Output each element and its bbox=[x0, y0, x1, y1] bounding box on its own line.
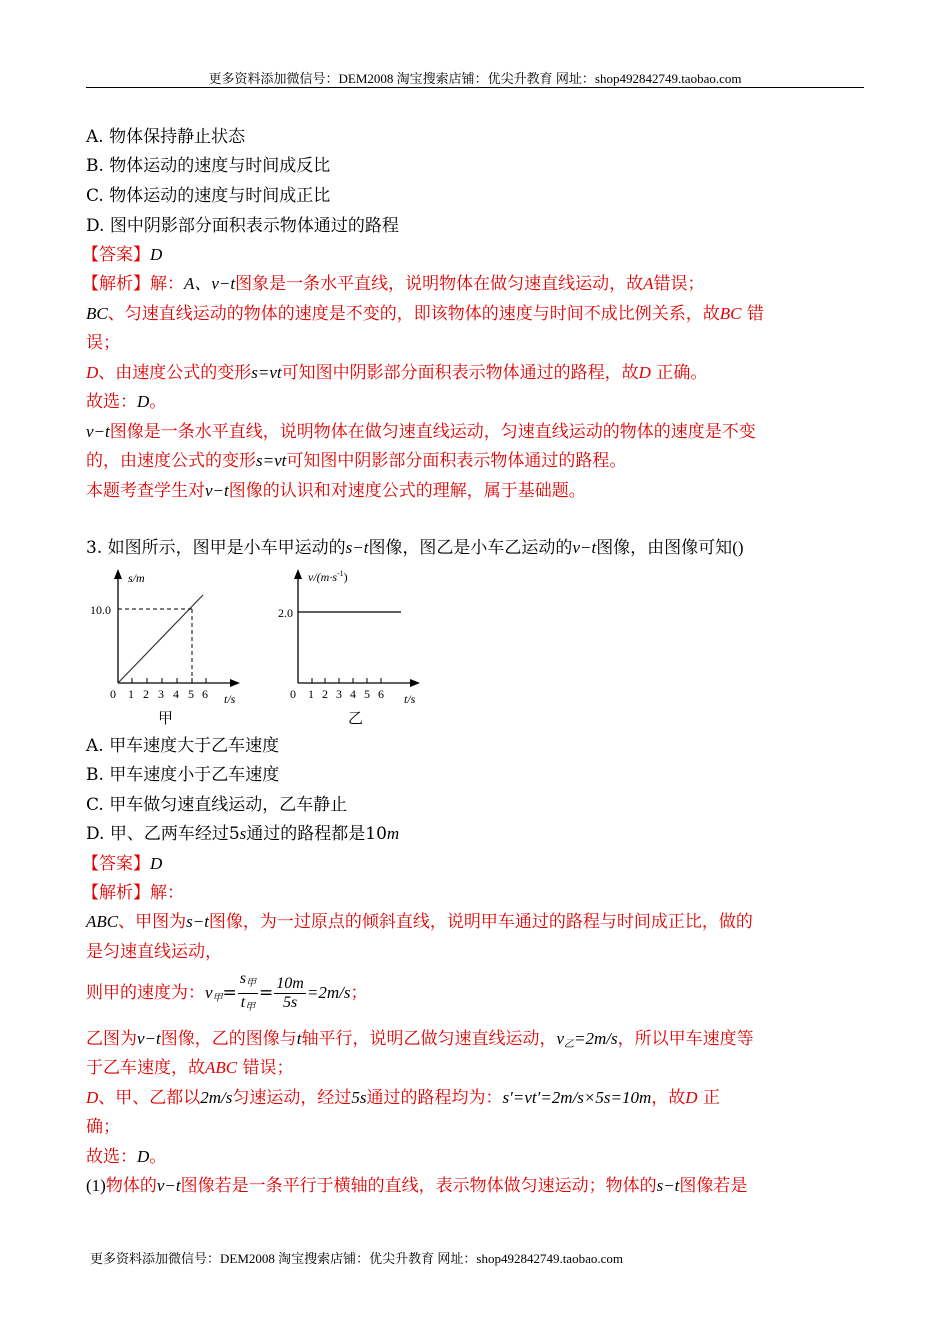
q2-analysis-line-6 bbox=[86, 421, 756, 443]
q3-analysis-line-5 bbox=[86, 1057, 294, 1079]
q2-option-c: C. 物体运动的速度与时间成正比 bbox=[86, 186, 331, 206]
denominator bbox=[238, 994, 258, 1017]
text: 故选： bbox=[86, 392, 137, 412]
text: D. 甲、乙两车经过5 bbox=[86, 824, 240, 844]
q3-analysis-line-1 bbox=[86, 911, 753, 933]
math: D bbox=[137, 392, 150, 411]
x-tick: 5 bbox=[188, 687, 194, 701]
q3-analysis-line-3 bbox=[86, 970, 367, 1019]
q2-analysis-line-8 bbox=[86, 480, 586, 502]
answer-value: D bbox=[150, 245, 163, 264]
answer-value: D bbox=[150, 854, 163, 873]
math: s−t bbox=[656, 1176, 680, 1195]
text: 、甲图为 bbox=[118, 912, 187, 932]
y-axis-label: s/m bbox=[128, 571, 145, 585]
subscript: 甲 bbox=[212, 993, 223, 1004]
math: t bbox=[240, 994, 246, 1011]
text: 可知图中阴影部分面积表示物体通过的路程。 bbox=[286, 451, 627, 471]
text: 解： bbox=[150, 883, 184, 903]
q3-analysis-line-6 bbox=[86, 1087, 720, 1109]
text: 、甲、乙都以 bbox=[98, 1088, 201, 1108]
y-axis-label bbox=[308, 569, 348, 584]
math: A、v−t bbox=[184, 274, 236, 293]
q2-option-b: B. 物体运动的速度与时间成反比 bbox=[86, 156, 331, 176]
math: t bbox=[296, 1029, 302, 1048]
x-tick: 3 bbox=[336, 687, 342, 701]
q3-analysis-line-2: 是匀速直线运动， bbox=[86, 942, 222, 962]
q3-answer bbox=[82, 853, 162, 875]
y-tick-10: 10.0 bbox=[90, 603, 111, 617]
text: 解： bbox=[150, 274, 184, 294]
text: 通过的路程都是10 bbox=[246, 824, 387, 844]
math: s−t bbox=[186, 912, 209, 931]
superscript: -1 bbox=[337, 569, 344, 578]
page-header: 更多资料添加微信号：DEM2008 淘宝搜索店铺：优尖升教育 网址：shop492842749.taobao.com bbox=[208, 71, 742, 86]
x-tick: 6 bbox=[378, 687, 384, 701]
math: D bbox=[685, 1088, 698, 1107]
text: 本题考查学生对 bbox=[86, 481, 205, 501]
fraction bbox=[238, 970, 258, 1017]
text: 物体的 bbox=[105, 1176, 157, 1196]
text: 匀速运动，经过 bbox=[232, 1088, 352, 1108]
q2-option-d: D. 图中阴影部分面积表示物体通过的路程 bbox=[86, 216, 399, 236]
text: 图像的认识和对速度公式的理解，属于基础题。 bbox=[228, 481, 586, 501]
text: 通过的路程均为： bbox=[366, 1088, 503, 1108]
math: 2m/s bbox=[200, 1088, 233, 1107]
text: 正确。 bbox=[656, 363, 708, 383]
q3-analysis-line-8 bbox=[86, 1146, 166, 1168]
math: v bbox=[556, 1029, 565, 1048]
text: 错误； bbox=[653, 274, 705, 294]
text: 可知图中阴影部分面积表示物体通过的路程，故 bbox=[281, 363, 639, 383]
math: D bbox=[638, 363, 651, 382]
x-tick: 3 bbox=[158, 687, 164, 701]
text: 轴平行，说明乙做匀速直线运动， bbox=[301, 1029, 557, 1049]
text: 图像，乙的图像与 bbox=[160, 1029, 297, 1049]
q3-option-c: C. 甲车做匀速直线运动，乙车静止 bbox=[86, 795, 348, 815]
text: 。 bbox=[149, 1147, 167, 1167]
text: 正 bbox=[702, 1088, 720, 1108]
q2-option-a: A. 物体保持静止状态 bbox=[86, 127, 246, 147]
numerator bbox=[238, 970, 258, 994]
math: s=vt bbox=[256, 451, 287, 470]
text: 图象是一条水平直线，说明物体在做匀速直线运动，故 bbox=[235, 274, 644, 294]
math: A bbox=[643, 274, 654, 293]
x-axis-label: t/s bbox=[404, 692, 416, 706]
text: 、由速度公式的变形 bbox=[98, 363, 252, 383]
math: =2m/s bbox=[574, 1029, 618, 1048]
text: 则甲的速度为： bbox=[86, 983, 205, 1003]
math: s bbox=[239, 970, 247, 987]
math: (1) bbox=[86, 1176, 106, 1195]
x-tick: 0 bbox=[290, 687, 296, 701]
denominator: 5s bbox=[282, 994, 298, 1011]
analysis-label: 【解析】 bbox=[82, 274, 150, 294]
q3-analysis-line-0 bbox=[82, 882, 184, 904]
page-footer: 更多资料添加微信号：DEM2008 淘宝搜索店铺：优尖升教育 网址：shop492842749.taobao.com bbox=[90, 1251, 623, 1266]
label: v/(m·s bbox=[308, 570, 337, 584]
q3-stem bbox=[86, 537, 744, 559]
fraction bbox=[274, 975, 306, 1012]
text: 图像，图乙是小车乙运动的 bbox=[368, 538, 573, 558]
text: 的，由速度公式的变形 bbox=[86, 451, 256, 471]
text: 图像，为一过原点的倾斜直线，说明甲车通过的路程与时间成正比，做的 bbox=[208, 912, 753, 932]
q2-answer bbox=[82, 244, 162, 266]
math: BC bbox=[719, 304, 742, 323]
answer-blank: () bbox=[732, 538, 744, 557]
text: ，故 bbox=[651, 1088, 686, 1108]
q2-analysis-line-1 bbox=[82, 273, 705, 295]
answer-label: 【答案】 bbox=[82, 245, 150, 265]
chart-caption: 甲 bbox=[158, 711, 174, 727]
x-tick: 1 bbox=[128, 687, 134, 701]
x-tick: 1 bbox=[308, 687, 314, 701]
q3-option-a: A. 甲车速度大于乙车速度 bbox=[86, 736, 280, 756]
math: v−t bbox=[137, 1029, 161, 1048]
x-axis-label: t/s bbox=[224, 692, 236, 706]
math: v bbox=[205, 983, 213, 1002]
text: 图像若是 bbox=[679, 1176, 748, 1196]
q2-analysis-line-7 bbox=[86, 450, 626, 472]
text: 图像，由图像可知 bbox=[596, 538, 733, 558]
q3-option-d bbox=[86, 823, 399, 845]
math: =2m/s bbox=[306, 983, 351, 1002]
subscript: 甲 bbox=[245, 1002, 256, 1013]
q2-analysis-line-4 bbox=[86, 362, 707, 384]
text: ，所以甲车速度等 bbox=[617, 1029, 754, 1049]
math: ABC bbox=[86, 912, 119, 931]
math: s′=vt′=2m/s×5s=10m bbox=[502, 1088, 652, 1107]
text: 错 bbox=[746, 304, 764, 324]
math: = bbox=[259, 983, 274, 1003]
text: 乙图为 bbox=[86, 1029, 137, 1049]
text: 图像若是一条平行于横轴的直线，表示物体做匀速运动；物体的 bbox=[180, 1176, 657, 1196]
text: 于乙车速度，故 bbox=[86, 1058, 205, 1078]
formula-v-jia bbox=[205, 970, 351, 1013]
q3-option-b: B. 甲车速度小于乙车速度 bbox=[86, 765, 280, 785]
math: ABC bbox=[205, 1058, 238, 1077]
text: 图像是一条水平直线，说明物体在做匀速直线运动，匀速直线运动的物体的速度是不变 bbox=[109, 422, 756, 442]
math: v−t bbox=[205, 481, 229, 500]
math: s−t bbox=[345, 538, 369, 557]
y-tick-2: 2.0 bbox=[278, 606, 293, 620]
math: 5s bbox=[351, 1088, 367, 1107]
text: 错误； bbox=[242, 1058, 294, 1078]
subscript: 甲 bbox=[246, 978, 257, 989]
x-tick: 0 bbox=[110, 687, 116, 701]
q3-analysis-line-7: 确； bbox=[86, 1117, 120, 1137]
math: D bbox=[86, 363, 99, 382]
chart-caption: 乙 bbox=[348, 711, 364, 727]
text: 3. 如图所示，图甲是小车甲运动的 bbox=[86, 538, 346, 558]
text: 故选： bbox=[86, 1147, 137, 1167]
x-tick: 4 bbox=[173, 687, 179, 701]
math: = bbox=[222, 983, 237, 1003]
text: ； bbox=[350, 983, 368, 1003]
numerator: 10m bbox=[276, 975, 304, 992]
math: v−t bbox=[156, 1176, 181, 1195]
x-tick: 6 bbox=[202, 687, 208, 701]
x-tick: 4 bbox=[350, 687, 356, 701]
x-tick: 2 bbox=[322, 687, 328, 701]
math: s bbox=[239, 824, 247, 843]
math: BC bbox=[86, 304, 108, 323]
answer-label: 【答案】 bbox=[82, 854, 150, 874]
analysis-label: 【解析】 bbox=[82, 883, 150, 903]
label-end: ) bbox=[343, 570, 348, 584]
q2-analysis-line-5 bbox=[86, 391, 166, 413]
q3-analysis-line-9 bbox=[86, 1175, 747, 1197]
text: 。 bbox=[149, 392, 167, 412]
math: D bbox=[86, 1088, 99, 1107]
math: s=vt bbox=[251, 363, 282, 382]
math: D bbox=[137, 1147, 150, 1166]
x-tick: 5 bbox=[364, 687, 370, 701]
q2-analysis-line-3: 误； bbox=[86, 333, 120, 353]
math: v−t bbox=[86, 422, 110, 441]
text: 、匀速直线运动的物体的速度是不变的，即该物体的速度与时间不成比例关系，故 bbox=[107, 304, 720, 324]
x-tick: 2 bbox=[143, 687, 149, 701]
math: v−t bbox=[572, 538, 597, 557]
q3-analysis-line-4 bbox=[86, 1028, 754, 1056]
header-rule bbox=[86, 87, 864, 88]
subscript: 乙 bbox=[564, 1039, 575, 1050]
math: m bbox=[386, 824, 400, 843]
chart-jia-s-t bbox=[88, 565, 258, 730]
chart-yi-v-t bbox=[268, 565, 438, 730]
q2-analysis-line-2 bbox=[86, 303, 764, 325]
